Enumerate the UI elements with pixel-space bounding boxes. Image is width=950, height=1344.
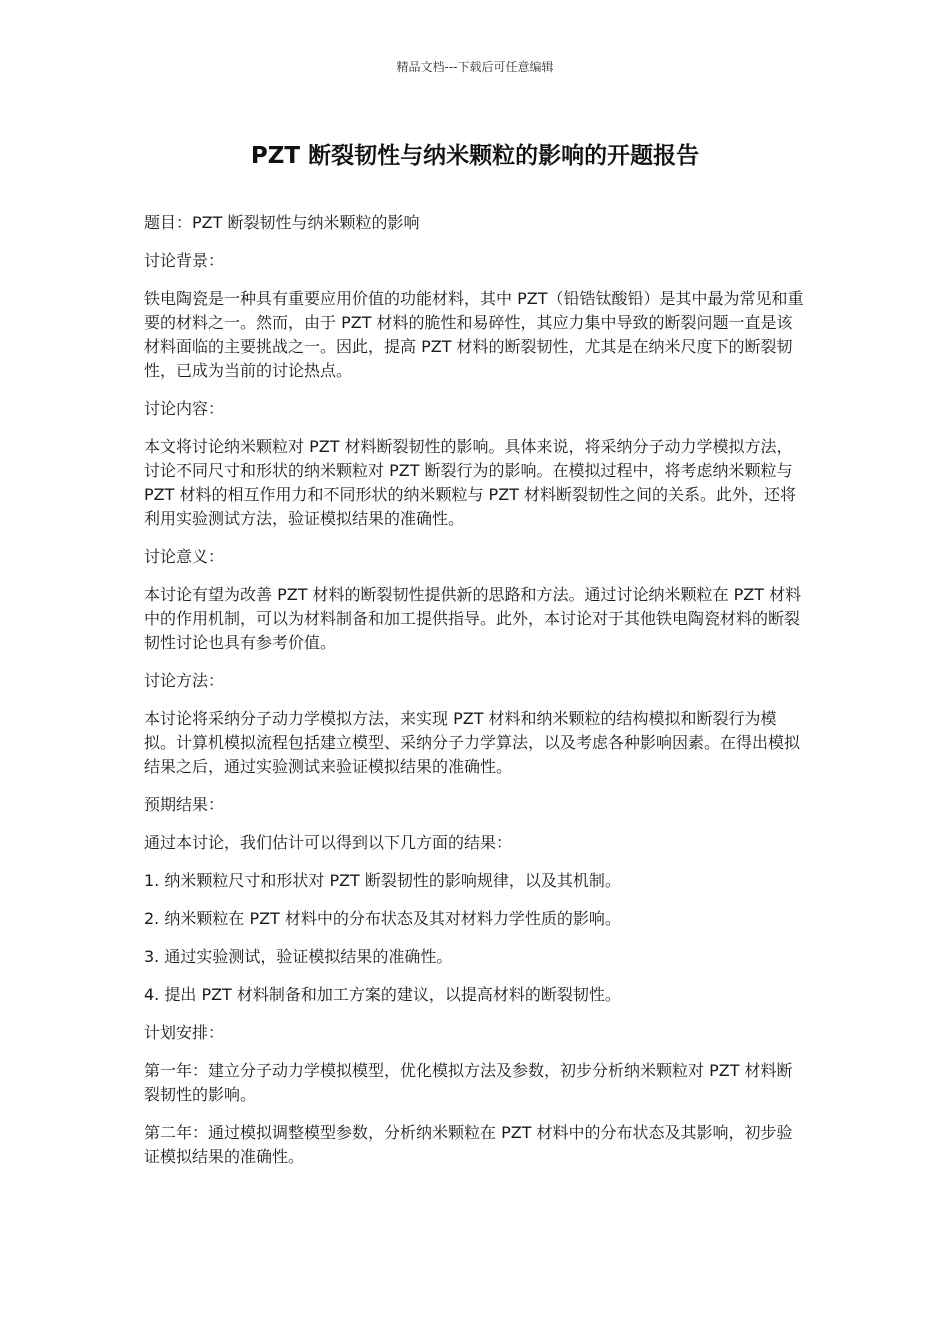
- expected-item-4: 4. 提出 PZT 材料制备和加工方案的建议，以提高材料的断裂韧性。: [144, 985, 621, 1004]
- background-paragraph: 铁电陶瓷是一种具有重要应用价值的功能材料，其中 PZT（铅锆钛酸铅）是其中最为常见和重要的材料之一。然而，由于 PZT 材料的脆性和易碎性，其应力集中导致的断裂问题一直是该材料面临的主要挑战之一。因此，提高 PZT 材料的断裂韧性，尤其是在纳米尺度下的断裂韧性，已成为当前的讨论热点。: [144, 289, 804, 380]
- document-title: PZT 断裂韧性与纳米颗粒的影响的开题报告: [250, 143, 700, 169]
- document-body: [144, 211, 806, 1183]
- content-heading: 讨论内容：: [144, 399, 225, 418]
- method-paragraph: 本讨论将采纳分子动力学模拟方法，来实现 PZT 材料和纳米颗粒的结构模拟和断裂行为模拟。计算机模拟流程包括建立模型、采纳分子力学算法，以及考虑各种影响因素。在得出模拟结果之后，通过实验测试来验证模拟结果的准确性。: [144, 709, 801, 776]
- significance-paragraph: 本讨论有望为改善 PZT 材料的断裂韧性提供新的思路和方法。通过讨论纳米颗粒在 PZT 材料中的作用机制，可以为材料制备和加工提供指导。此外，本讨论对于其他铁电陶瓷材料的断裂韧性讨论也具有参考价值。: [144, 585, 802, 652]
- topic-line: 题目：PZT 断裂韧性与纳米颗粒的影响: [144, 213, 420, 232]
- background-heading: 讨论背景：: [144, 251, 225, 270]
- significance-heading: 讨论意义：: [144, 547, 225, 566]
- plan-item-year-2: 第二年：通过模拟调整模型参数，分析纳米颗粒在 PZT 材料中的分布状态及其影响，初步验证模拟结果的准确性。: [144, 1123, 793, 1166]
- method-heading: 讨论方法：: [144, 671, 225, 690]
- expected-item-2: 2. 纳米颗粒在 PZT 材料中的分布状态及其对材料力学性质的影响。: [144, 909, 621, 928]
- expected-heading: 预期结果：: [144, 795, 225, 814]
- expected-intro: 通过本讨论，我们估计可以得到以下几方面的结果：: [144, 833, 513, 852]
- plan-item-year-1: 第一年：建立分子动力学模拟模型，优化模拟方法及参数，初步分析纳米颗粒对 PZT 材料断裂韧性的影响。: [144, 1061, 793, 1104]
- content-paragraph: 本文将讨论纳米颗粒对 PZT 材料断裂韧性的影响。具体来说，将采纳分子动力学模拟方法，讨论不同尺寸和形状的纳米颗粒对 PZT 断裂行为的影响。在模拟过程中，将考虑纳米颗粒与 PZT 材料的相互作用力和不同形状的纳米颗粒与 PZT 材料断裂韧性之间的关系。此外，还将利用实验测试方法，验证模拟结果的准确性。: [144, 437, 797, 528]
- expected-item-3: 3. 通过实验测试，验证模拟结果的准确性。: [144, 947, 453, 966]
- expected-item-1: 1. 纳米颗粒尺寸和形状对 PZT 断裂韧性的影响规律，以及其机制。: [144, 871, 621, 890]
- plan-heading: 计划安排：: [144, 1023, 225, 1042]
- header-watermark: 精品文档---下载后可任意编辑: [396, 60, 554, 74]
